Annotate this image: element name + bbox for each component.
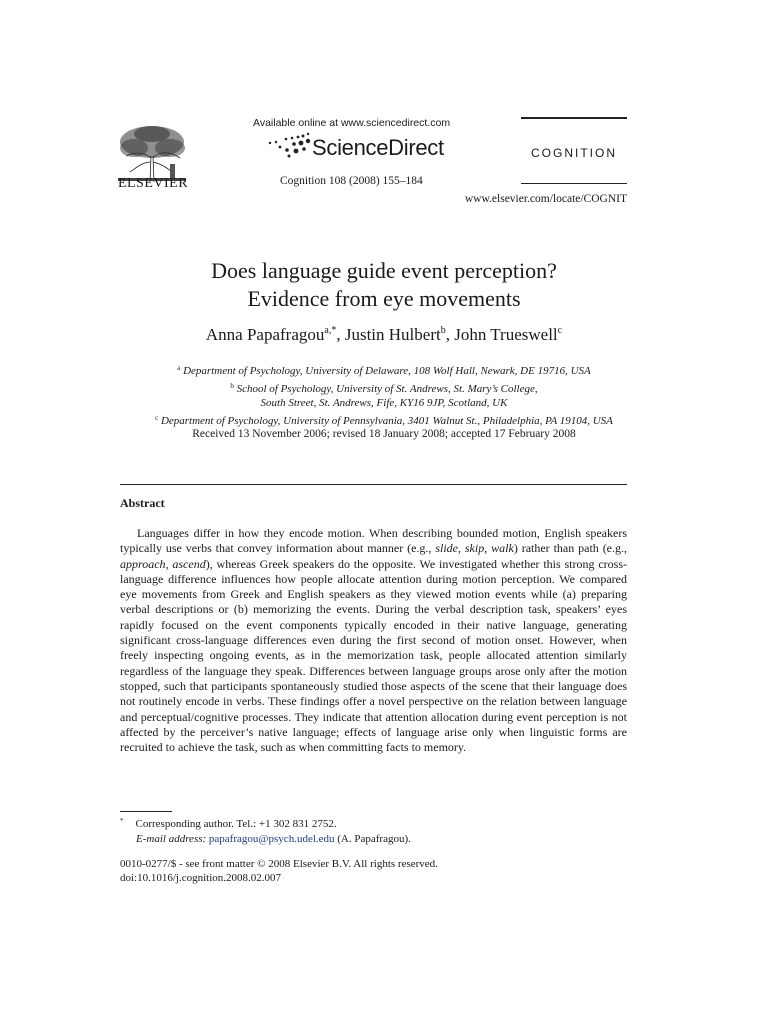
footnote-mark: * xyxy=(120,817,124,825)
email-note xyxy=(120,832,411,847)
affiliation-text: Department of Psychology, University of Pennsylvania, 3401 Walnut St., Philadelphia, PA 19104, USA xyxy=(160,414,613,427)
author-affil-mark: b xyxy=(440,325,446,336)
author-name: Justin Hulbert xyxy=(344,325,441,344)
affiliations xyxy=(84,361,684,428)
journal-rule-bottom xyxy=(521,183,627,184)
abstract-text: ) rather than path (e.g., xyxy=(513,541,628,556)
author-list xyxy=(84,325,684,345)
author-name: John Trueswell xyxy=(454,325,558,344)
abstract-body xyxy=(120,526,627,755)
available-online-text[interactable]: Available online at www.sciencedirect.com xyxy=(253,117,451,129)
footnote-rule xyxy=(120,811,172,812)
sciencedirect-dots-icon xyxy=(264,130,316,158)
affiliation-line xyxy=(84,361,684,379)
affiliation-text: South Street, St. Andrews, Fife, KY16 9JP, Scotland, UK xyxy=(260,397,508,409)
affiliation-mark: b xyxy=(230,381,234,390)
affiliation-mark: c xyxy=(155,413,159,422)
journal-rule-top xyxy=(521,117,627,119)
abstract-italic-term: skip xyxy=(464,541,485,556)
affiliation-text: Department of Psychology, University of Delaware, 108 Wolf Hall, Newark, DE 19716, USA xyxy=(183,365,591,377)
copyright-block xyxy=(120,857,438,885)
title-line-2: Evidence from eye movements xyxy=(247,286,521,311)
email-suffix: (A. Papafragou). xyxy=(334,833,411,845)
copyright-line: 0010-0277/$ - see front matter © 2008 Elsevier B.V. All rights reserved. xyxy=(120,858,438,870)
abstract-heading: Abstract xyxy=(120,496,165,510)
abstract-italic-term: slide xyxy=(435,541,458,556)
author-name: Anna Papafragou xyxy=(205,325,325,344)
article-title xyxy=(84,257,684,313)
author-separator: , xyxy=(336,325,345,344)
abstract-italic-term: approach xyxy=(120,556,166,571)
journal-name: COGNITION xyxy=(531,146,617,160)
affiliation-line xyxy=(84,396,684,411)
abstract-text: , xyxy=(484,541,492,556)
journal-reference: Cognition 108 (2008) 155–184 xyxy=(280,175,423,187)
doi-line[interactable]: doi:10.1016/j.cognition.2008.02.007 xyxy=(120,872,282,884)
affiliation-mark: a xyxy=(177,364,181,372)
footnote xyxy=(120,814,411,847)
sciencedirect-wordmark[interactable]: ScienceDirect xyxy=(312,135,444,160)
received-dates: Received 13 November 2006; revised 18 January 2008; accepted 17 February 2008 xyxy=(192,428,576,440)
abstract-text: ), whereas Greek speakers do the opposite. We investigated whether this strong cross-language difference influences how people allocate attention during motion perception. We compared eye movements from Greek and English speakers as they viewed motion events while (a) preparing verbal descriptions or (b) memorizing the events. During the verbal description task, speakers’ eyes rapidly focused on the event components typically encoded in their native language, generating significant cross-language differences even during the first second of motion onset. However, when freely inspecting ongoing events, as in the memorization task, people allocated attention similarly regardless of the language they speak. Differences between language groups arose only after the motion stopped, such that participants spontaneously studied those aspects of the scene that their language does not routinely encode in verbs. These findings offer a novel perspective on the relation between language and perceptual/cognitive processes. They indicate that attention allocation during event perception is not affected by the perceiver’s native language; effects of language arise only when linguistic forms are recruited to achieve the task, such as when committing facts to memory. xyxy=(120,556,627,755)
abstract-italic-term: ascend xyxy=(172,556,206,571)
corresponding-author-text: Corresponding author. Tel.: +1 302 831 2752. xyxy=(135,818,337,830)
elsevier-wordmark: ELSEVIER xyxy=(117,176,189,191)
title-line-1: Does language guide event perception? xyxy=(211,258,557,283)
author-affil-mark: a,* xyxy=(324,325,337,336)
author-affil-mark: c xyxy=(557,325,563,336)
abstract-italic-term: walk xyxy=(491,541,514,556)
affiliation-line xyxy=(84,411,684,429)
affiliation-line xyxy=(84,379,684,397)
abstract-text: , xyxy=(457,541,465,556)
journal-url-link[interactable]: www.elsevier.com/locate/COGNIT xyxy=(464,193,627,205)
abstract-text: Languages differ in how they encode motion. When describing bounded motion, English speakers typically use verbs that convey information about manner (e.g., xyxy=(120,526,627,556)
author-separator: , xyxy=(445,325,455,344)
affiliation-text: School of Psychology, University of St. Andrews, St. Mary’s College, xyxy=(236,382,538,395)
email-link[interactable]: papafragou@psych.udel.edu xyxy=(208,833,335,845)
abstract-rule xyxy=(120,484,627,485)
corresponding-author-note xyxy=(120,814,411,832)
abstract-text: , xyxy=(165,556,173,571)
email-label: E-mail address: xyxy=(136,833,207,845)
